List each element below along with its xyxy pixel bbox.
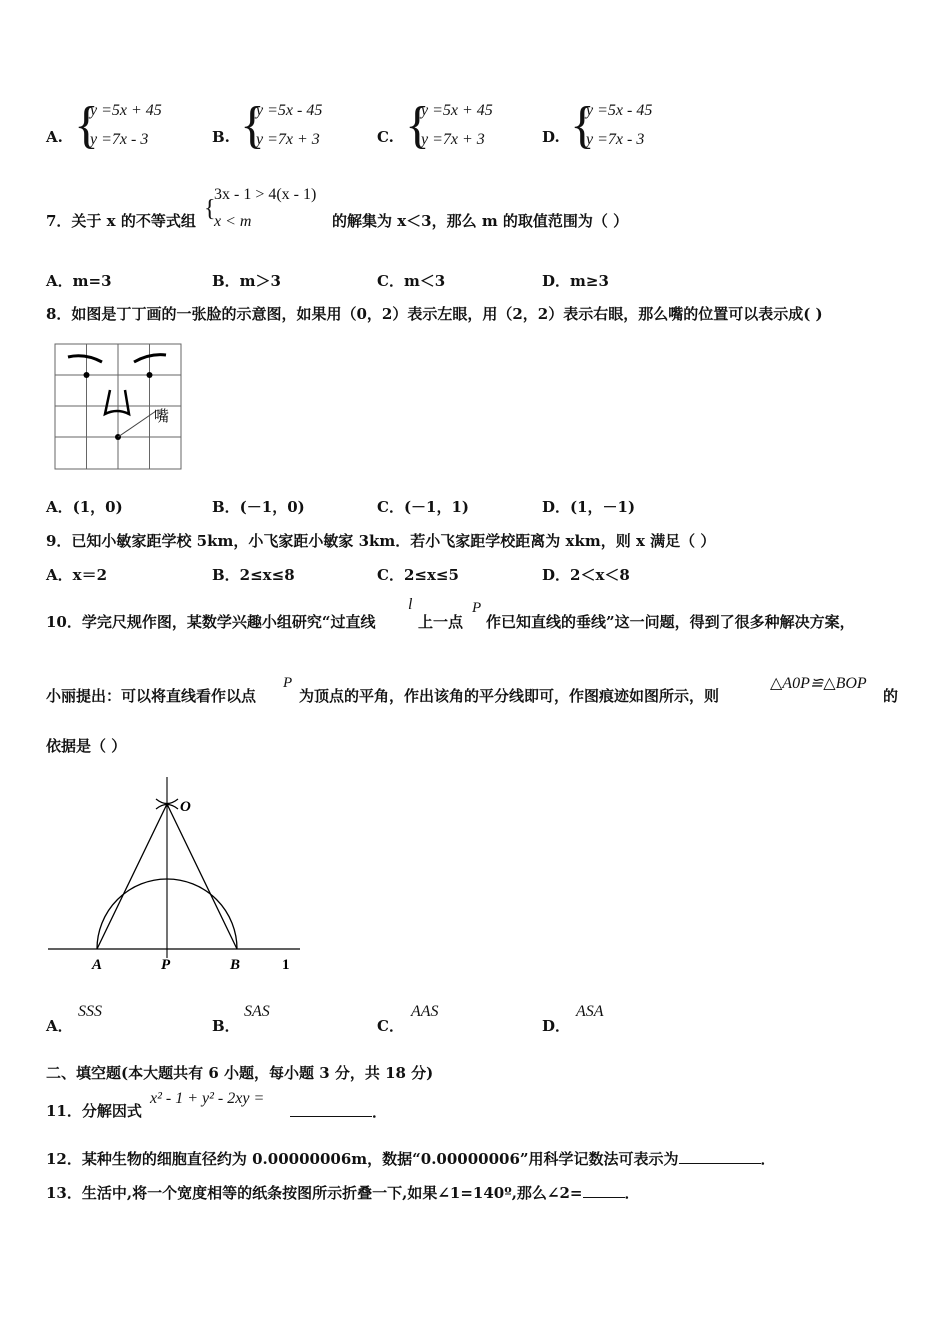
- q7-option-a: A．m=3: [46, 272, 112, 290]
- q6-option-a-label: A.: [46, 128, 63, 146]
- segment-bo: [167, 804, 237, 949]
- q6-option-c-label: C.: [377, 128, 394, 146]
- q7-option-d: D．m≥3: [542, 272, 609, 290]
- q6-option-a-eq1: y =5x + 45: [90, 102, 162, 119]
- q12-text: 12．某种生物的细胞直径约为 0.00000006m，数据“0.00000006”用科学记数法可表示为: [46, 1150, 679, 1168]
- q8-option-c: C．(－1，1): [377, 498, 470, 516]
- q10-symbol-p: P: [472, 600, 482, 616]
- q6-option-c-eq2: y =7x + 3: [421, 131, 485, 148]
- q10-line3: 依据是（ ）: [46, 737, 127, 755]
- q10-congruence: △A0P≌△BOP: [770, 675, 867, 692]
- q10-option-a-label: A．: [46, 1017, 73, 1035]
- q6-option-d-eq1: y =5x - 45: [586, 102, 653, 119]
- q10-line1-part1: 10．学完尺规作图，某数学兴趣小组研究“过直线: [46, 613, 376, 631]
- q6-option-d-brace: {: [570, 97, 595, 154]
- q8-option-d: D．(1，－1): [542, 498, 636, 516]
- q9-option-d: D．2＜x＜8: [542, 566, 630, 584]
- q10-option-c-label: C．: [377, 1017, 404, 1035]
- q10-symbol-l: l: [408, 596, 413, 613]
- q10-option-a-value: SSS: [78, 1003, 102, 1020]
- q6-option-b-brace: {: [240, 97, 265, 154]
- segment-ao: [97, 804, 167, 949]
- q7-option-b: B．m＞3: [212, 272, 281, 290]
- label-p: P: [161, 957, 171, 973]
- q10-line1-part3: 作已知直线的垂线”这一问题，得到了很多种解决方案，: [486, 613, 855, 631]
- q7-inequality-1: 3x - 1 > 4(x - 1): [214, 186, 317, 203]
- q11-expression: x² - 1 + y² - 2xy =: [150, 1090, 265, 1107]
- q11-answer: [290, 1101, 387, 1122]
- q6-option-b-label: B.: [212, 128, 230, 146]
- mouth-pointer-line: [118, 411, 156, 437]
- q7-inequality-2: x < m: [214, 213, 252, 230]
- q7-prefix: 7．关于 x 的不等式组: [46, 212, 196, 230]
- q10-line2-part2: 为顶点的平角，作出该角的平分线即可，作图痕迹如图所示，则: [299, 687, 720, 705]
- q10-construction-figure: [44, 772, 314, 976]
- q13-answer-blank[interactable]: [583, 1182, 625, 1198]
- label-o: O: [180, 799, 191, 815]
- q8-face-grid-figure: [50, 340, 190, 475]
- q10-option-c-value: AAS: [411, 1003, 439, 1020]
- q10-line2-part1: 小丽提出：可以将直线看作以点: [46, 687, 257, 705]
- q6-option-a-brace: {: [74, 97, 99, 154]
- q13-text: 13．生活中,将一个宽度相等的纸条按图所示折叠一下,如果∠1=140º,那么∠2=: [46, 1184, 583, 1202]
- q10-option-d-value: ASA: [576, 1003, 604, 1020]
- right-eye: [147, 372, 153, 378]
- q10-option-b-label: B．: [212, 1017, 240, 1035]
- label-line-l: 1: [282, 957, 290, 973]
- q6-option-b-eq1: y =5x - 45: [256, 102, 323, 119]
- q7-brace: {: [204, 196, 216, 222]
- left-eyebrow: [68, 356, 102, 362]
- left-eye: [84, 372, 90, 378]
- q6-option-a-eq2: y =7x - 3: [90, 131, 149, 148]
- section-fill-in-heading: 二、填空题(本大题共有 6 小题，每小题 3 分，共 18 分): [46, 1064, 434, 1082]
- q12-answer-blank[interactable]: [679, 1148, 761, 1164]
- q6-option-c-eq1: y =5x + 45: [421, 102, 493, 119]
- q11-suffix: ．: [372, 1103, 388, 1121]
- q9-question: 9．已知小敏家距学校 5km，小飞家距小敏家 3km．若小飞家距学校距离为 xkm，则 x 满足（ ）: [46, 532, 716, 550]
- q11-answer-blank[interactable]: [290, 1101, 372, 1117]
- q10-option-b-value: SAS: [244, 1003, 270, 1020]
- q9-option-a: A．x＝2: [46, 566, 108, 584]
- q6-option-d-label: D.: [542, 128, 560, 146]
- q12-question: [46, 1148, 776, 1169]
- q13-question: [46, 1182, 640, 1203]
- label-b: B: [230, 957, 241, 973]
- mouth-label: 嘴: [154, 409, 170, 425]
- q8-grid: [55, 344, 181, 469]
- q10-option-d-label: D．: [542, 1017, 571, 1035]
- q10-line2-symbol-p: P: [283, 675, 293, 691]
- q10-line1-part2: 上一点: [418, 613, 464, 631]
- q7-suffix: 的解集为 x＜3，那么 m 的取值范围为（ ）: [332, 212, 629, 230]
- q8-question: 8．如图是丁丁画的一张脸的示意图，如果用（0，2）表示左眼，用（2，2）表示右眼，那么嘴的位置可以表示成( ): [46, 305, 823, 323]
- q12-suffix: ．: [760, 1150, 776, 1168]
- q8-option-a: A．(1，0): [46, 498, 123, 516]
- q6-option-c-brace: {: [405, 97, 430, 154]
- label-a: A: [92, 957, 103, 973]
- q6-option-d-eq2: y =7x - 3: [586, 131, 645, 148]
- q13-suffix: ．: [624, 1184, 640, 1202]
- q9-option-c: C．2≤x≤5: [377, 566, 459, 584]
- q10-line2-part3: 的: [883, 687, 899, 705]
- nose: [105, 390, 129, 414]
- q7-option-c: C．m＜3: [377, 272, 446, 290]
- q8-option-b: B．(－1，0): [212, 498, 305, 516]
- q9-option-b: B．2≤x≤8: [212, 566, 295, 584]
- q11-prefix: 11．分解因式: [46, 1102, 142, 1120]
- q6-option-b-eq2: y =7x + 3: [256, 131, 320, 148]
